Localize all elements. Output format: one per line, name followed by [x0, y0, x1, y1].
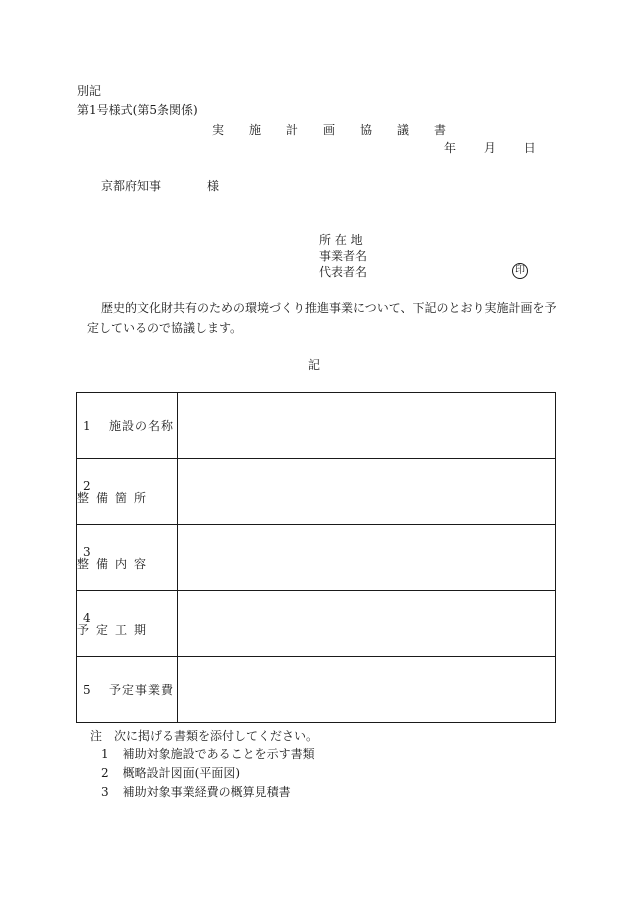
row-number: 4: [83, 610, 91, 625]
table-row: [77, 393, 556, 459]
row-label: 整備箇所: [77, 490, 154, 505]
row-value-cell[interactable]: [178, 657, 556, 723]
form-number: 第1号様式(第5条関係): [77, 103, 198, 117]
notes-intro: 注 次に掲げる書類を添付してください。: [90, 729, 319, 743]
table-row: [77, 591, 556, 657]
row-label-cell: [77, 459, 178, 525]
row-number: 2: [83, 478, 91, 493]
table-row: [77, 459, 556, 525]
seal-mark: 印: [512, 263, 528, 279]
row-number: 3: [83, 544, 91, 559]
note-item: [101, 786, 291, 798]
row-number: 1: [83, 418, 91, 433]
note-item: [101, 767, 240, 779]
row-value-cell[interactable]: [178, 591, 556, 657]
addressee-name: 京都府知事: [101, 179, 162, 193]
note-item: [101, 748, 315, 760]
body-text-line-2: 定しているので協議します。: [87, 321, 243, 335]
row-label-cell: [77, 393, 178, 459]
row-label-cell: [77, 657, 178, 723]
business-name-label: 事業者名: [319, 249, 368, 263]
row-label: 予定工期: [77, 622, 154, 637]
date-month: 月: [483, 141, 496, 155]
plan-table: [76, 392, 556, 723]
row-label-cell: [77, 525, 178, 591]
table-row: [77, 657, 556, 723]
row-value-cell[interactable]: [178, 393, 556, 459]
row-value-cell[interactable]: [178, 459, 556, 525]
date-line: [444, 142, 536, 154]
row-label: 施設の名称: [109, 418, 175, 433]
row-number: 5: [83, 682, 91, 697]
annex-label: 別記: [77, 84, 102, 98]
date-day: 日: [523, 141, 536, 155]
note-number: 1: [101, 747, 109, 761]
row-label: 整備内容: [77, 556, 154, 571]
table-row: [77, 525, 556, 591]
representative-label: 代表者名: [319, 265, 368, 279]
note-text: 概略設計図面(平面図): [122, 766, 241, 780]
document-title: 実施計画協議書: [212, 123, 472, 137]
note-text: 補助対象事業経費の概算見積書: [122, 785, 291, 799]
addressee-honorific: 様: [207, 179, 220, 193]
note-text: 補助対象施設であることを示す書類: [122, 747, 315, 761]
note-number: 2: [101, 766, 109, 780]
row-label: 予定事業費: [109, 682, 175, 697]
row-label-cell: [77, 591, 178, 657]
address-label: 所 在 地: [319, 233, 363, 247]
note-number: 3: [101, 785, 109, 799]
row-value-cell[interactable]: [178, 525, 556, 591]
body-text-line-1: 歴史的文化財共有のための環境づくり推進事業について、下記のとおり実施計画を予: [101, 301, 557, 315]
date-year: 年: [444, 141, 457, 155]
ki-heading: 記: [308, 358, 321, 372]
